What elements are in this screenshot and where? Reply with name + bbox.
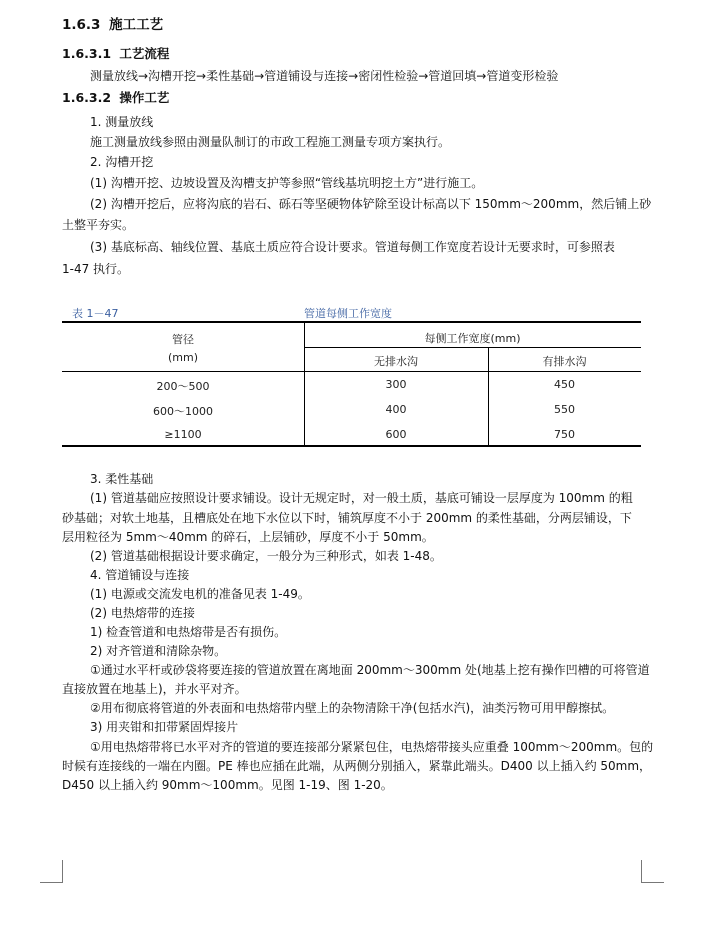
page-corner-mark-left: [40, 860, 63, 883]
paragraph-line: 直接放置在地基上)，并水平对齐。: [62, 682, 247, 696]
subsection-1-number: 1.6.3.1: [62, 46, 112, 61]
paragraph-line: (2) 管道基础根据设计要求确定，一般分为三种形式，如表 1-48。: [90, 549, 442, 563]
table-cell-trench: 750: [554, 428, 575, 441]
table-title: 管道每侧工作宽度: [304, 307, 392, 320]
table-header-no-trench: 无排水沟: [374, 355, 418, 368]
paragraph-line: 4. 管道铺设与连接: [90, 568, 190, 582]
paragraph-line: 2) 对齐管道和清除杂物。: [90, 644, 227, 658]
subsection-heading-2: [62, 91, 169, 105]
table-cell-diameter: ≥1100: [164, 428, 202, 441]
paragraph-line: 2. 沟槽开挖: [90, 155, 154, 169]
table-cell-trench: 550: [554, 403, 575, 416]
paragraph-line: 层用粒径为 5mm～40mm 的碎石，上层铺砂，厚度不小于 50mm。: [62, 530, 434, 544]
paragraph-line: (1) 电源或交流发电机的准备见表 1-49。: [90, 587, 310, 601]
paragraph-line: (2) 沟槽开挖后，应将沟底的岩石、砾石等坚硬物体铲除至设计标高以下 150mm～200mm，然后铺上砂: [90, 197, 652, 211]
paragraph-line: (3) 基底标高、轴线位置、基底土质应符合设计要求。管道每侧工作宽度若设计无要求时，可参照表: [90, 240, 615, 254]
table-cell-no-trench: 300: [385, 378, 407, 391]
paragraph-line: (1) 沟槽开挖、边坡设置及沟槽支护等参照“管线基坑明挖土方”进行施工。: [90, 176, 484, 190]
table-bottom-rule: [62, 445, 641, 447]
paragraph-line: 砂基础；对软土地基，且槽底处在地下水位以下时，铺筑厚度不小于 200mm 的柔性基础，分两层铺设，下: [62, 511, 632, 525]
table-header-divider: [304, 347, 641, 348]
paragraph-line: ①通过水平杆或砂袋将要连接的管道放置在离地面 200mm～300mm 处(地基上挖有操作凹槽的可将管道: [90, 663, 650, 677]
paragraph-line: 土整平夯实。: [62, 218, 135, 232]
paragraph-line: 3) 用夹钳和扣带紧固焊接片: [90, 720, 239, 734]
subsection-1-title: 工艺流程: [119, 46, 170, 61]
paragraph-line: 施工测量放线参照由测量队制订的市政工程施工测量专项方案执行。: [90, 135, 451, 149]
table-cell-trench: 450: [554, 378, 575, 391]
section-title: 施工工艺: [109, 17, 164, 33]
table-top-rule: [62, 321, 641, 323]
table-cell-no-trench: 600: [385, 428, 407, 441]
paragraph-line: (1) 管道基础应按照设计要求铺设。设计无规定时，对一般土质，基底可铺设一层厚度为 100mm 的粗: [90, 491, 633, 505]
table-header-bottom-rule: [62, 371, 641, 372]
table-header-pipe: 管径: [172, 333, 194, 346]
paragraph-line: 1-47 执行。: [62, 262, 130, 276]
paragraph-line: D450 以上插入约 90mm～100mm。见图 1-19、图 1-20。: [62, 778, 393, 792]
table-cell-diameter: 200～500: [156, 380, 210, 393]
page-corner-mark-right: [641, 860, 664, 883]
paragraph-line: ②用布彻底将管道的外表面和电热熔带内壁上的杂物清除干净(包括水汽)，油类污物可用甲醇擦拭。: [90, 701, 615, 715]
paragraph-line: 1. 测量放线: [90, 115, 154, 129]
subsection-heading-1: [62, 47, 169, 61]
table-cell-diameter: 600～1000: [153, 405, 213, 418]
table-header-trench: 有排水沟: [542, 355, 587, 368]
table-header-width: 每侧工作宽度(mm): [424, 332, 521, 345]
table-cell-no-trench: 400: [385, 403, 407, 416]
subsection-2-number: 1.6.3.2: [62, 90, 112, 105]
paragraph-line: 1) 检查管道和电热熔带是否有损伤。: [90, 625, 287, 639]
process-flow-text: 测量放线→沟槽开挖→柔性基础→管道铺设与连接→密闭性检验→管道回填→管道变形检验: [90, 69, 559, 83]
paragraph-line: 3. 柔性基础: [90, 472, 154, 486]
paragraph-line: 时候有连接线的一端在内圈。PE 棒也应插在此端，从两侧分别插入，紧靠此端头。D400 以上插入约 50mm，: [62, 759, 652, 773]
section-number: 1.6.3: [62, 17, 101, 33]
table-label: 表 1－47: [72, 307, 119, 320]
paragraph-line: (2) 电热熔带的连接: [90, 606, 195, 620]
paragraph-line: ①用电热熔带将已水平对齐的管道的要连接部分紧紧包住，电热熔带接头应重叠 100mm～200mm。包的: [90, 740, 654, 754]
subsection-2-title: 操作工艺: [119, 90, 170, 105]
section-heading: [62, 18, 163, 32]
table-header-unit: (mm): [167, 351, 198, 364]
